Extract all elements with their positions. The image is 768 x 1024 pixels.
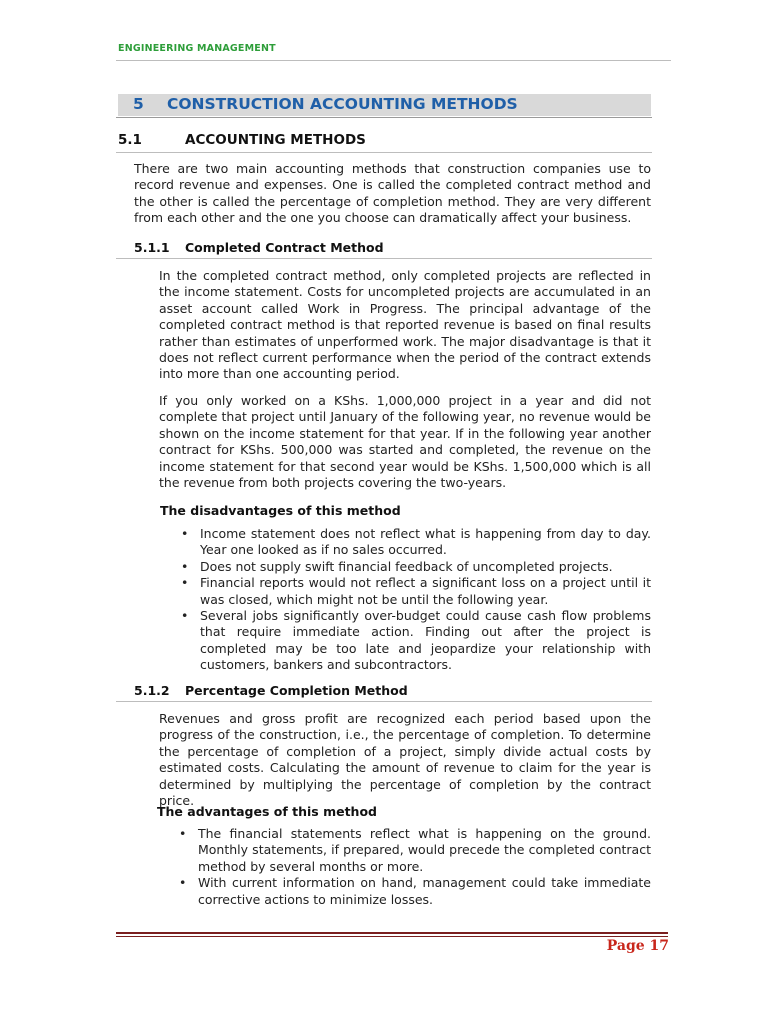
bullet-icon: • [179,826,187,841]
list-item [157,826,651,875]
advantages-list [157,826,651,908]
section-title: ACCOUNTING METHODS [185,132,366,148]
bullet-icon: • [181,575,189,591]
intro-paragraph: There are two main accounting methods that construction companies use to record revenue and expenses. One is called the completed contract method and the other is called the percentage of completion method. They are very different from each other and the one you choose can dramatically affect your business. [134,161,651,226]
list-item-text: Does not supply swift financial feedback of uncompleted projects. [200,558,613,574]
list-item-text: The financial statements reflect what is happening on the ground. Monthly statements, if prepared, would precede the completed contract method by several months or more. [198,826,651,874]
chapter-title: CONSTRUCTION ACCOUNTING METHODS [167,95,518,113]
section-number: 5.1 [118,132,142,148]
bullet-icon: • [181,526,189,541]
list-item-text: With current information on hand, management could take immediate corrective actions to minimize losses. [198,875,651,907]
chapter-heading [118,94,651,116]
subsection-title: Completed Contract Method [185,240,384,255]
list-item [159,559,651,575]
list-item [159,526,651,559]
subsection-number: 5.1.2 [134,683,170,698]
chapter-number: 5 [133,95,144,113]
subsection-number: 5.1.1 [134,240,170,255]
chapter-rule [116,117,652,118]
bullet-icon: • [179,875,187,891]
completed-contract-paragraph-1: In the completed contract method, only completed projects are reflected in the income statement. Costs for uncompleted projects are accumulated in an asset account called Work in Progress. The principal advantage of the completed contract method is that reported revenue is based on final results rather than estimates of unperformed work. The major disadvantage is that it does not reflect current performance when the period of the contract extends into more than one accounting period. [159,268,651,382]
page-number: Page 17 [606,938,669,954]
footer-rule-thin [116,936,668,937]
footer-rule-thick [116,932,668,934]
list-item [159,575,651,608]
subsection-rule [116,258,652,259]
header-rule [116,60,671,61]
list-item [157,875,651,908]
list-item-text: Several jobs significantly over-budget could cause cash flow problems that require immediate action. Finding out after the project is completed may be too late and jeopardize your relationship with customers, bankers and subcontractors. [200,608,651,673]
disadvantages-title: The disadvantages of this method [160,503,401,518]
subsection-rule [116,701,652,702]
list-item-text: Financial reports would not reflect a significant loss on a project until it was closed, which might not be until the following year. [200,575,651,607]
running-header: ENGINEERING MANAGEMENT [118,43,276,54]
list-item [159,608,651,674]
subsection-title: Percentage Completion Method [185,683,408,698]
section-rule [116,152,652,153]
bullet-icon: • [181,558,189,574]
advantages-title: The advantages of this method [157,804,377,819]
percentage-completion-paragraph: Revenues and gross profit are recognized each period based upon the progress of the construction, i.e., the percentage of completion. To determine the percentage of completion of a project, simply divide actual costs by estimated costs. Calculating the amount of revenue to claim for the year is determined by multiplying the percentage of completion by the contract price. [159,711,651,809]
list-item-text: Income statement does not reflect what is happening from day to day. Year one looked as if no sales occurred. [200,526,651,558]
disadvantages-list [159,526,651,674]
completed-contract-paragraph-2: If you only worked on a KShs. 1,000,000 project in a year and did not complete that project until January of the following year, no revenue would be shown on the income statement for that year. If in the following year another contract for KShs. 500,000 was started and completed, the revenue on the income statement for that second year would be KShs. 1,500,000 which is all the revenue from both projects covering the two-years. [159,393,651,491]
bullet-icon: • [181,608,189,624]
